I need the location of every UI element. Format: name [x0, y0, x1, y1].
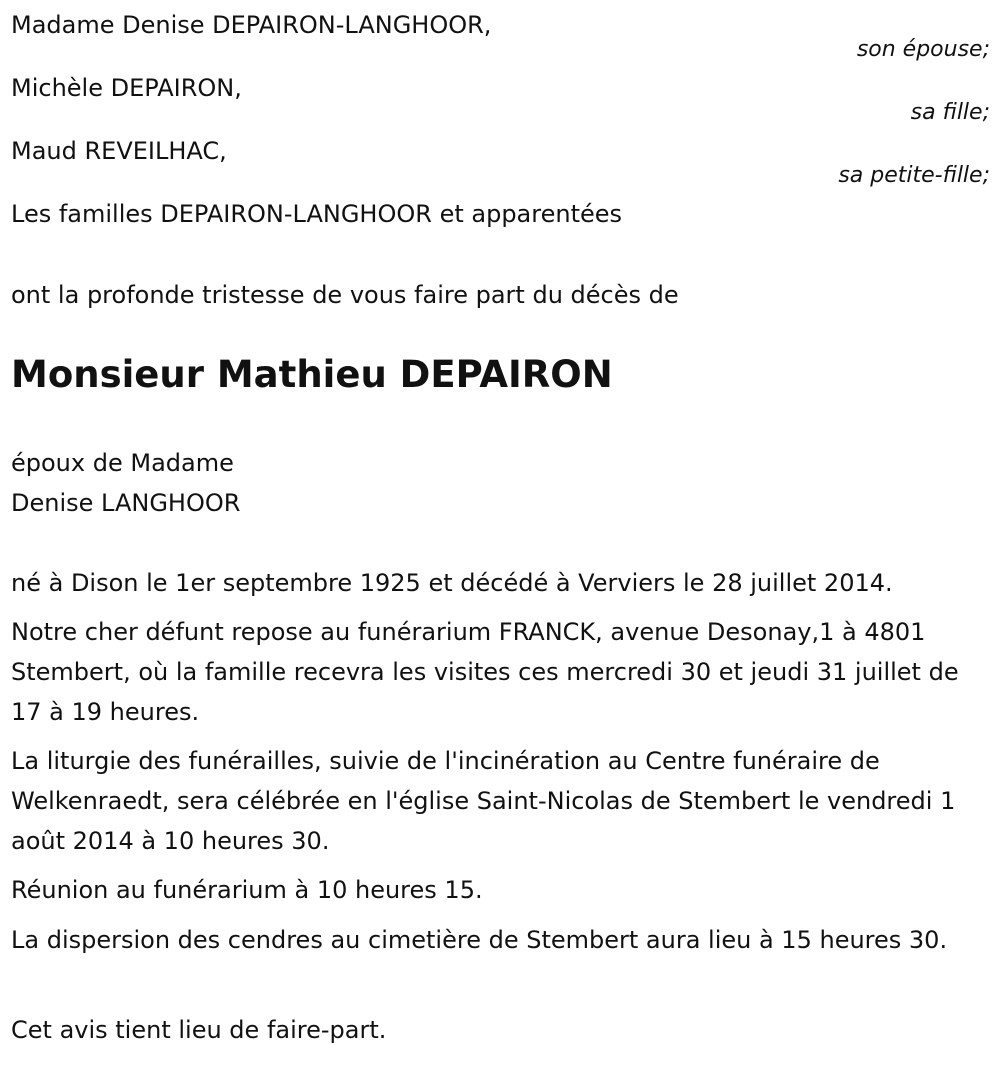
family-member-relation: sa fille;	[910, 100, 990, 125]
family-member-name: Michèle DEPAIRON,	[11, 74, 242, 102]
family-member-name: Maud REVEILHAC,	[11, 137, 227, 165]
family-member-relation: sa petite-fille;	[838, 163, 990, 188]
liturgy-paragraph: La liturgie des funérailles, suivie de l'incinération au Centre funéraire de Welkenraedt, sera célébrée en l'église Saint-Nicolas de Stembert le vendredi 1 août 2014 à 10 heures 30.	[11, 747, 956, 855]
rest-place-paragraph: Notre cher défunt repose au funérarium FRANCK, avenue Desonay,1 à 4801 Stembert, où la famille recevra les visites ces mercredi 30 et jeudi 31 juillet de 17 à 19 heures.	[11, 618, 959, 726]
meeting-paragraph: Réunion au funérarium à 10 heures 15.	[11, 876, 483, 904]
announcement-text: ont la profonde tristesse de vous faire part du décès de	[11, 281, 679, 309]
ashes-paragraph: La dispersion des cendres au cimetière de Stembert aura lieu à 15 heures 30.	[11, 926, 948, 954]
spouse-line: Denise LANGHOOR	[11, 489, 241, 517]
family-member-name: Madame Denise DEPAIRON-LANGHOOR,	[11, 11, 492, 39]
notice-paragraph: Cet avis tient lieu de faire-part.	[11, 1016, 387, 1044]
deceased-name: Monsieur Mathieu DEPAIRON	[11, 353, 613, 396]
family-member-relation: son épouse;	[856, 37, 990, 62]
families-line: Les familles DEPAIRON-LANGHOOR et apparentées	[11, 200, 623, 228]
birth-death-paragraph: né à Dison le 1er septembre 1925 et décédé à Verviers le 28 juillet 2014.	[11, 569, 893, 597]
spouse-line: époux de Madame	[11, 449, 234, 477]
